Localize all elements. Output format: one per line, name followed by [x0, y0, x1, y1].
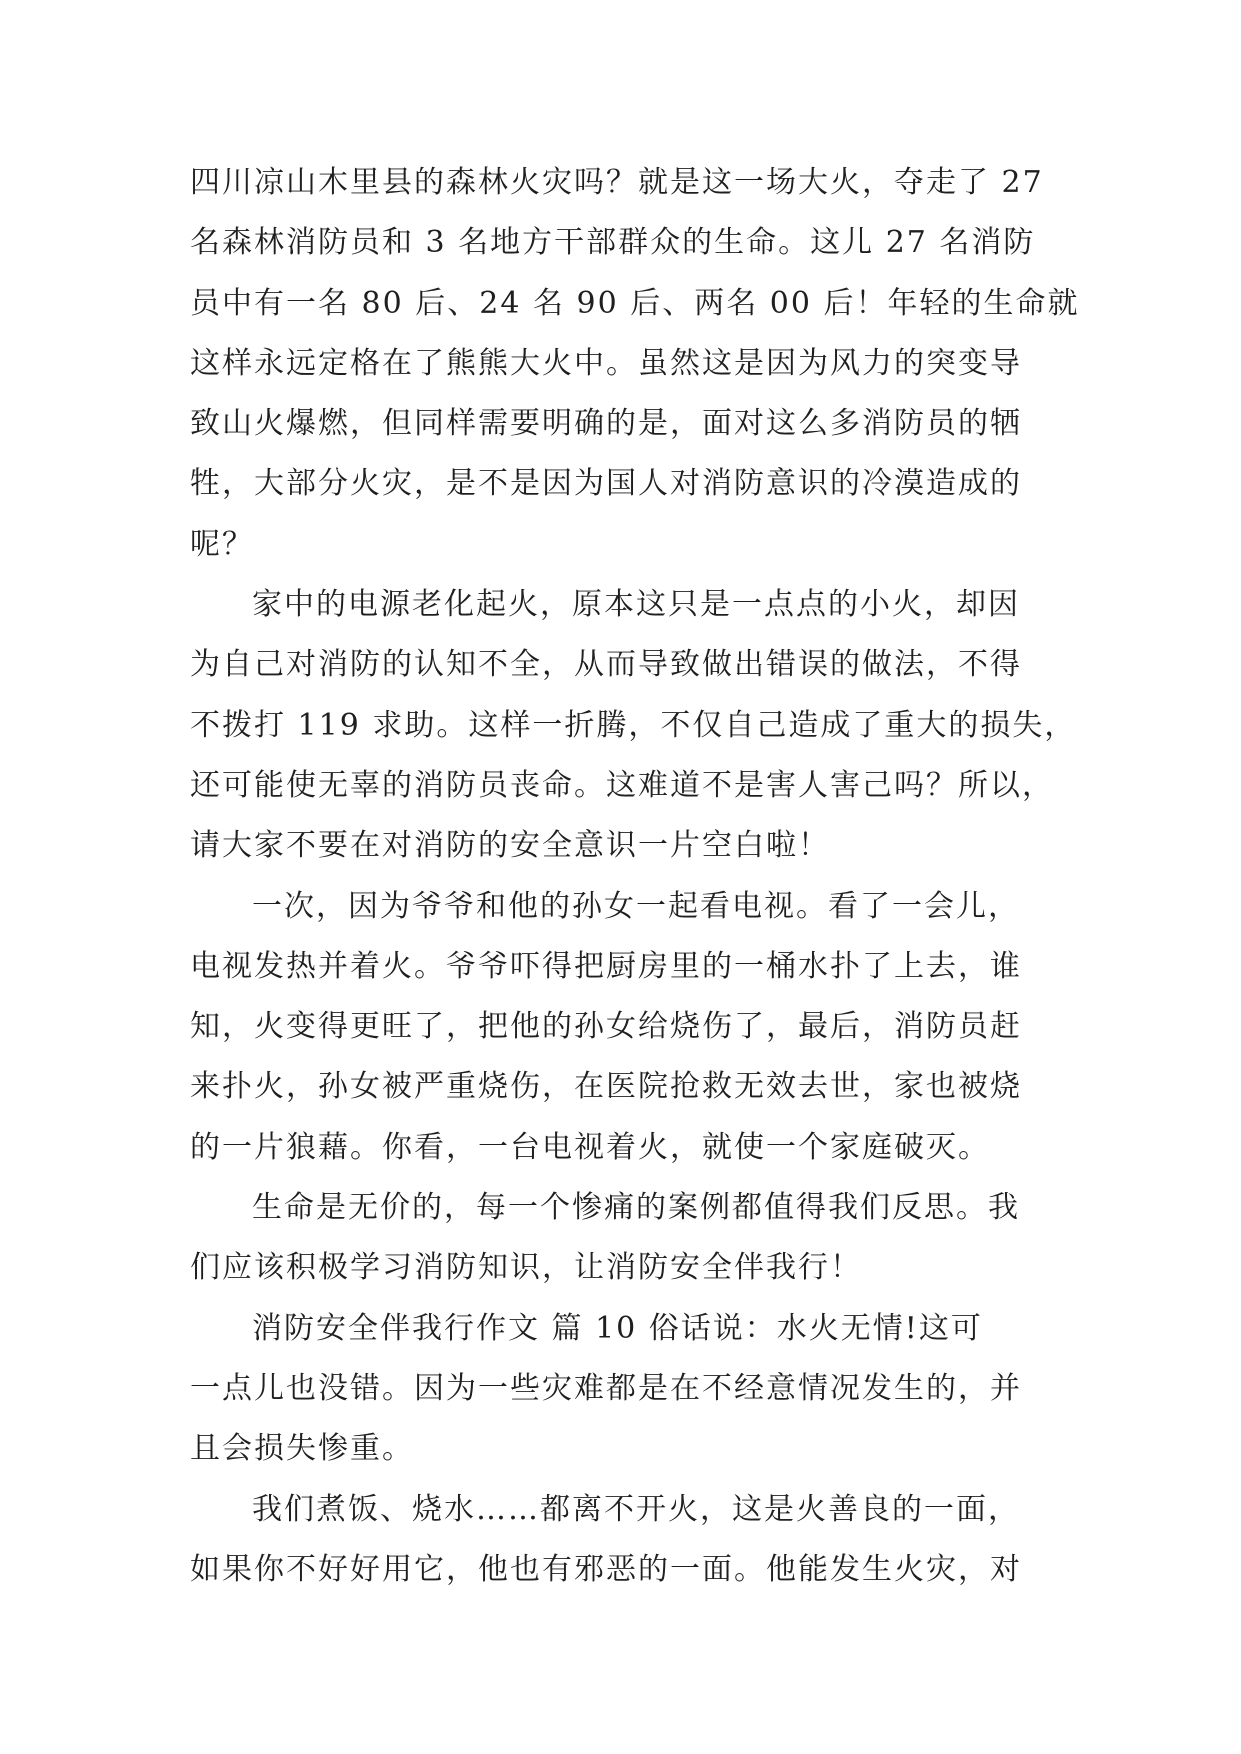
text-line: 电视发热并着火。爷爷吓得把厨房里的一桶水扑了上去，谁	[190, 948, 1022, 984]
text-line: 不拨打 119 求助。这样一折腾，不仅自己造成了重大的损失，	[190, 707, 1077, 743]
text-line: 消防安全伴我行作文 篇 10 俗话说：水火无情!这可	[252, 1310, 983, 1346]
text-line: 我们煮饭、烧水……都离不开火，这是火善良的一面，	[252, 1491, 1020, 1527]
text-line: 名森林消防员和 3 名地方干部群众的生命。这儿 27 名消防	[190, 225, 1036, 261]
text-line: 们应该积极学习消防知识，让消防安全伴我行！	[190, 1250, 862, 1286]
text-line: 员中有一名 80 后、24 名 90 后、两名 00 后！年轻的生命就	[190, 285, 1080, 321]
text-line: 四川凉山木里县的森林火灾吗？就是这一场大火，夺走了 27	[190, 165, 1044, 200]
text-line: 这样永远定格在了熊熊大火中。虽然这是因为风力的突变导	[190, 345, 1022, 381]
text-line: 还可能使无辜的消防员丧命。这难道不是害人害己吗？所以，	[190, 767, 1054, 803]
paragraph	[190, 1299, 1050, 1480]
paragraph	[190, 877, 1050, 1178]
text-line: 呢？	[190, 526, 254, 562]
paragraph	[190, 1480, 1050, 1601]
text-line: 请大家不要在对消防的安全意识一片空白啦！	[190, 828, 830, 864]
text-line: 如果你不好好用它，他也有邪恶的一面。他能发生火灾，对	[190, 1551, 1022, 1587]
text-line: 一次，因为爷爷和他的孙女一起看电视。看了一会儿，	[252, 888, 1020, 924]
text-line: 生命是无价的，每一个惨痛的案例都值得我们反思。我	[252, 1190, 1020, 1226]
paragraph	[190, 153, 1080, 575]
text-line: 致山火爆燃，但同样需要明确的是，面对这么多消防员的牺	[190, 406, 1022, 442]
paragraph	[190, 575, 1077, 876]
document-body	[190, 153, 1080, 1600]
text-line: 的一片狼藉。你看，一台电视着火，就使一个家庭破灭。	[190, 1129, 990, 1165]
text-line: 一点儿也没错。因为一些灾难都是在不经意情况发生的，并	[190, 1370, 1022, 1406]
text-line: 为自己对消防的认知不全，从而导致做出错误的做法，不得	[190, 647, 1022, 683]
text-line: 知，火变得更旺了，把他的孙女给烧伤了，最后，消防员赶	[190, 1009, 1022, 1045]
text-line: 且会损失惨重。	[190, 1431, 414, 1467]
text-line: 家中的电源老化起火，原本这只是一点点的小火，却因	[252, 587, 1020, 623]
text-line: 来扑火，孙女被严重烧伤，在医院抢救无效去世，家也被烧	[190, 1069, 1022, 1105]
paragraph	[190, 1178, 1050, 1299]
text-line: 牲，大部分火灾，是不是因为国人对消防意识的冷漠造成的	[190, 466, 1022, 502]
